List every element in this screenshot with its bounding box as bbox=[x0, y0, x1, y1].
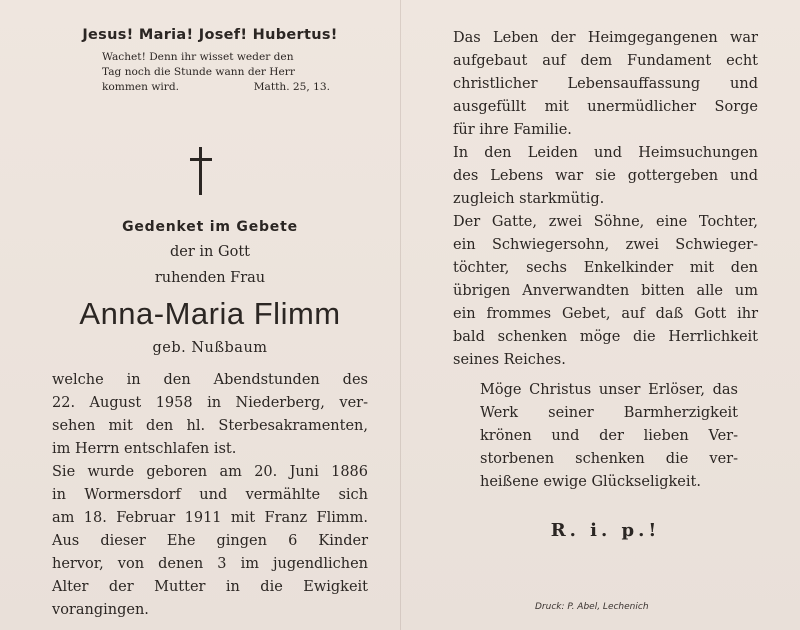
text-line: sehen mit den hl. Sterbesakramenten, bbox=[52, 418, 368, 434]
text-line: heißene ewige Glückseligkeit. bbox=[480, 474, 701, 490]
text-line: Sie wurde geboren am 20. Juni 1886 bbox=[52, 464, 368, 480]
text-line: ausgefüllt mit unermüdlicher Sorge bbox=[453, 99, 758, 115]
text-line: welche in den Abendstunden des bbox=[52, 372, 368, 388]
text-line: Aus dieser Ehe gingen 6 Kinder bbox=[52, 533, 368, 549]
prayer bbox=[480, 379, 738, 494]
heading: Gedenket im Gebete bbox=[122, 219, 298, 235]
motto: Jesus! Maria! Josef! Hubertus! bbox=[82, 27, 338, 43]
text-line: ein frommes Gebet, auf daß Gott ihr bbox=[453, 306, 758, 322]
verse-line: Tag noch die Stunde wann der Herr bbox=[102, 66, 295, 78]
text-line: zugleich starkmütig. bbox=[453, 191, 605, 207]
cross-icon bbox=[190, 147, 212, 195]
text-line: seines Reiches. bbox=[453, 352, 566, 368]
verse-reference: Matth. 25, 13. bbox=[253, 81, 330, 93]
text-line: vorangingen. bbox=[52, 602, 149, 618]
text-line: Werk seiner Barmherzigkeit bbox=[480, 405, 738, 421]
text-line: Möge Christus unser Erlöser, das bbox=[480, 382, 738, 398]
text-line: übrigen Anverwandten bitten alle um bbox=[453, 283, 758, 299]
subheading-line: der in Gott bbox=[170, 244, 250, 260]
maiden-name: geb. Nußbaum bbox=[152, 340, 268, 356]
text-line: 22. August 1958 in Niederberg, ver- bbox=[52, 395, 368, 411]
text-line: bald schenken möge die Herrlichkeit bbox=[453, 329, 758, 345]
text-line: am 18. Februar 1911 mit Franz Flimm. bbox=[52, 510, 368, 526]
family-paragraph bbox=[453, 211, 758, 372]
subheading-line: ruhenden Frau bbox=[154, 270, 266, 286]
suffering-paragraph bbox=[453, 142, 758, 211]
text-line: in Wormersdorf und vermählte sich bbox=[52, 487, 368, 503]
text-line: christlicher Lebensauffassung und bbox=[453, 76, 758, 92]
text-line: töchter, sechs Enkelkinder mit den bbox=[453, 260, 758, 276]
fold-line bbox=[400, 0, 401, 630]
text-line: ein Schwiegersohn, zwei Schwieger- bbox=[453, 237, 758, 253]
text-line: In den Leiden und Heimsuchungen bbox=[453, 145, 758, 161]
text-line: Alter der Mutter in die Ewigkeit bbox=[52, 579, 368, 595]
life-paragraph bbox=[52, 461, 368, 622]
text-line: des Lebens war sie gottergeben und bbox=[453, 168, 758, 184]
death-paragraph bbox=[52, 369, 368, 461]
verse-line: kommen wird. bbox=[102, 81, 180, 93]
text-line: Das Leben der Heimgegangenen war bbox=[453, 30, 758, 46]
printer-imprint: Druck: P. Abel, Lechenich bbox=[535, 602, 649, 612]
text-line: für ihre Familie. bbox=[453, 122, 572, 138]
text-line: im Herrn entschlafen ist. bbox=[52, 441, 237, 457]
text-line: hervor, von denen 3 im jugendlichen bbox=[52, 556, 368, 572]
rip-text: R. i. p.! bbox=[550, 520, 661, 541]
text-line: Der Gatte, zwei Söhne, eine Tochter, bbox=[453, 214, 758, 230]
text-line: storbenen schenken die ver- bbox=[480, 451, 738, 467]
bible-verse bbox=[102, 50, 360, 95]
life-description bbox=[453, 27, 758, 142]
verse-last-line bbox=[102, 80, 360, 95]
text-line: aufgebaut auf dem Fundament echt bbox=[453, 53, 758, 69]
text-line: krönen und der lieben Ver- bbox=[480, 428, 738, 444]
deceased-name: Anna-Maria Flimm bbox=[79, 296, 341, 331]
verse-line: Wachet! Denn ihr wisset weder den bbox=[102, 51, 294, 63]
